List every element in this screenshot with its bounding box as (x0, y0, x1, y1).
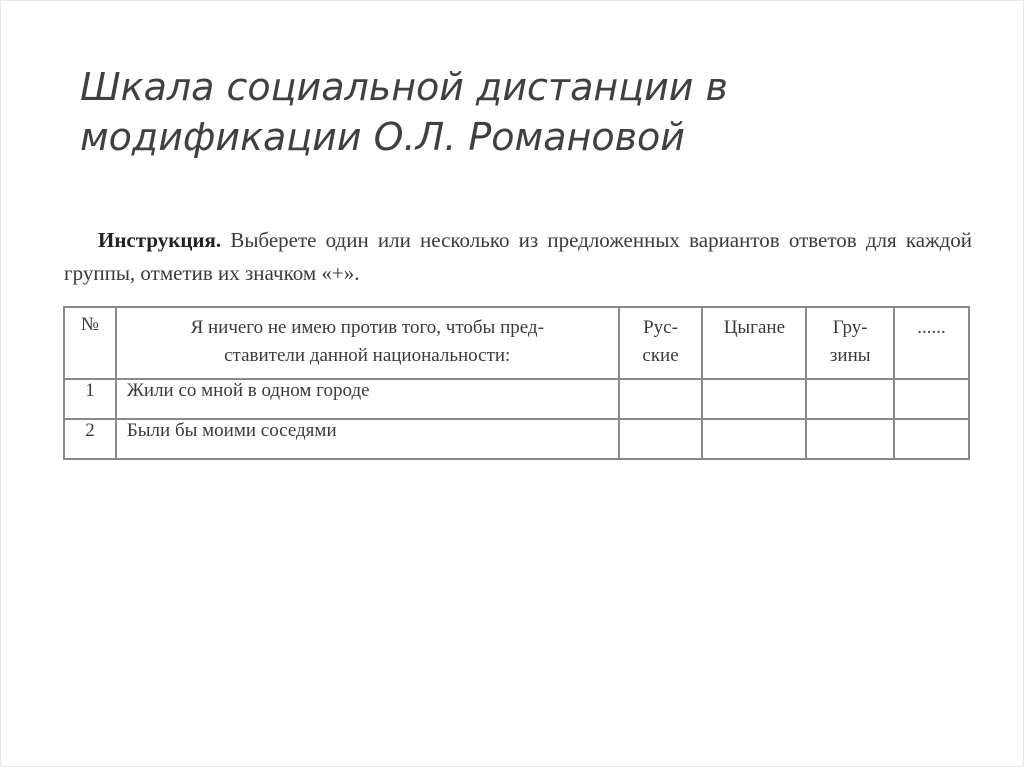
header-description-line-1: Я ничего не имею против того, чтобы пред- (190, 317, 544, 338)
answer-cell[interactable] (806, 379, 894, 419)
header-group-georgians (806, 307, 894, 379)
header-group-more (894, 307, 969, 379)
answer-cell[interactable] (619, 379, 703, 419)
instruction-label: Инструкция. (98, 228, 222, 252)
row-statement: Жили со мной в одном городе (116, 379, 619, 419)
answer-cell[interactable] (702, 419, 806, 459)
row-statement: Были бы моими соседями (116, 419, 619, 459)
header-group-russians (619, 307, 703, 379)
header-description-line-2: ставители данной национальности: (224, 345, 511, 366)
header-number: № (64, 307, 116, 379)
answer-cell[interactable] (894, 419, 969, 459)
instruction-paragraph (64, 224, 972, 290)
header-group-line-1: Гру- (832, 317, 868, 338)
answer-cell[interactable] (894, 379, 969, 419)
table-row (64, 379, 969, 419)
header-group-line-1: Цыгане (723, 317, 786, 338)
header-group-gypsies (702, 307, 806, 379)
title-line-1: Шкала социальной дистанции в (80, 65, 728, 109)
header-group-line-2: зины (829, 345, 871, 366)
instruction-text: Выберете один или несколько из предложенных вариантов ответов для каждой группы, отметив их значком «+». (64, 228, 972, 285)
answer-cell[interactable] (619, 419, 703, 459)
social-distance-table (63, 306, 970, 460)
header-group-line-2: ские (642, 345, 679, 366)
row-number: 2 (64, 419, 116, 459)
header-group-line-1: Рус- (643, 317, 678, 338)
row-number: 1 (64, 379, 116, 419)
answer-cell[interactable] (702, 379, 806, 419)
answer-cell[interactable] (806, 419, 894, 459)
header-description (116, 307, 619, 379)
table-row (64, 419, 969, 459)
title-line-2: модификации О.Л. Романовой (80, 115, 685, 159)
table-header-row (64, 307, 969, 379)
header-group-line-1: ...... (917, 317, 946, 338)
slide-title (80, 62, 940, 162)
